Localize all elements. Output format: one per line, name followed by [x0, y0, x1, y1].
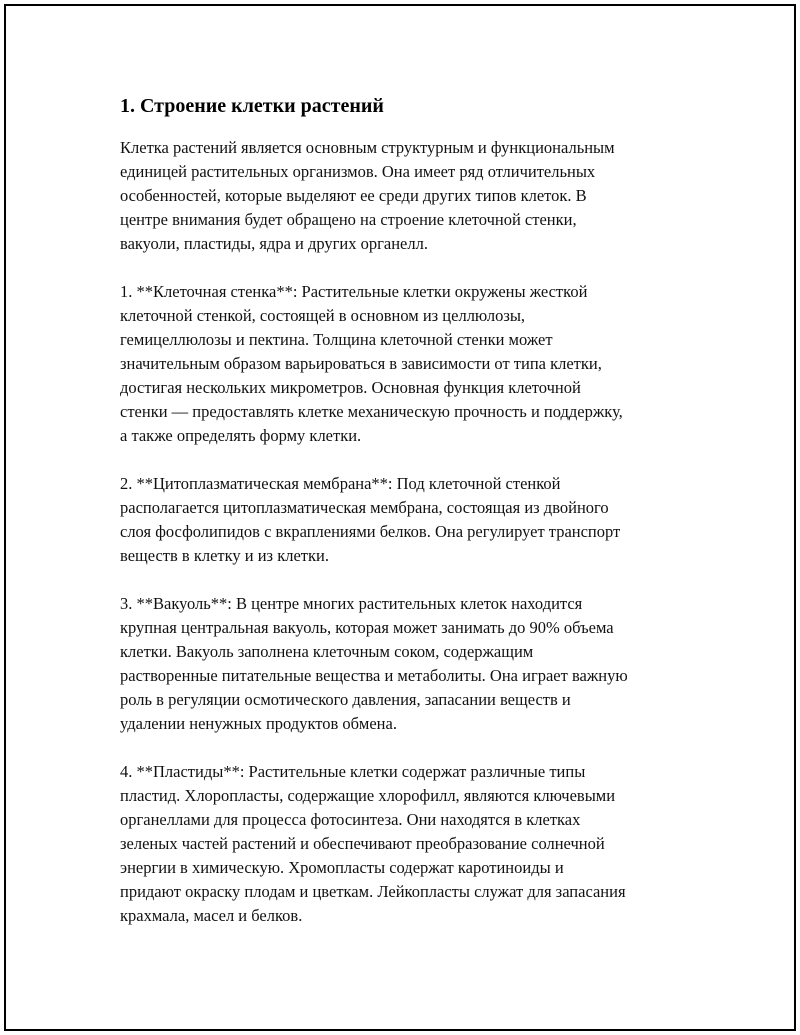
- cytoplasmic-membrane-paragraph: 2. **Цитоплазматическая мембрана**: Под клеточной стенкой располагается цитоплазматическая мембрана, состоящая из двойного слоя фосфолипидов с вкраплениями белков. Она регулирует транспорт веществ в клетку и из клетки.: [120, 474, 621, 565]
- page-border: [4, 4, 796, 1031]
- document-body: [120, 94, 700, 952]
- vacuole-paragraph: 3. **Вакуоль**: В центре многих растительных клеток находится крупная центральная вакуоль, которая может занимать до 90% объема клетки. Вакуоль заполнена клеточным соком, содержащим растворенные питательные вещества и метаболиты. Она играет важную роль в регуляции осмотического давления, запасании веществ и удалении ненужных продуктов обмена.: [120, 594, 628, 733]
- intro-paragraph: Клетка растений является основным структурным и функциональным единицей растительных организмов. Она имеет ряд отличительных особенностей, которые выделяют ее среди других типов клеток. В центре внимания будет обращено на строение клеточной стенки, вакуоли, пластиды, ядра и других органелл.: [120, 138, 615, 253]
- cell-wall-paragraph: 1. **Клеточная стенка**: Растительные клетки окружены жесткой клеточной стенкой, состоящей в основном из целлюлозы, гемицеллюлозы и пектина. Толщина клеточной стенки может значительным образом варьироваться в зависимости от типа клетки, достигая нескольких микрометров. Основная функция клеточной стенки — предоставлять клетке механическую прочность и поддержку, а также определять форму клетки.: [120, 282, 623, 445]
- section-heading: 1. Строение клетки растений: [120, 95, 384, 117]
- plastids-paragraph: 4. **Пластиды**: Растительные клетки содержат различные типы пластид. Хлоропласты, содержащие хлорофилл, являются ключевыми органеллами для процесса фотосинтеза. Они находятся в клетках зеленых частей растений и обеспечивают преобразование солнечной энергии в химическую. Хромопласты содержат каротиноиды и придают окраску плодам и цветкам. Лейкопласты служат для запасания крахмала, масел и белков.: [120, 762, 626, 925]
